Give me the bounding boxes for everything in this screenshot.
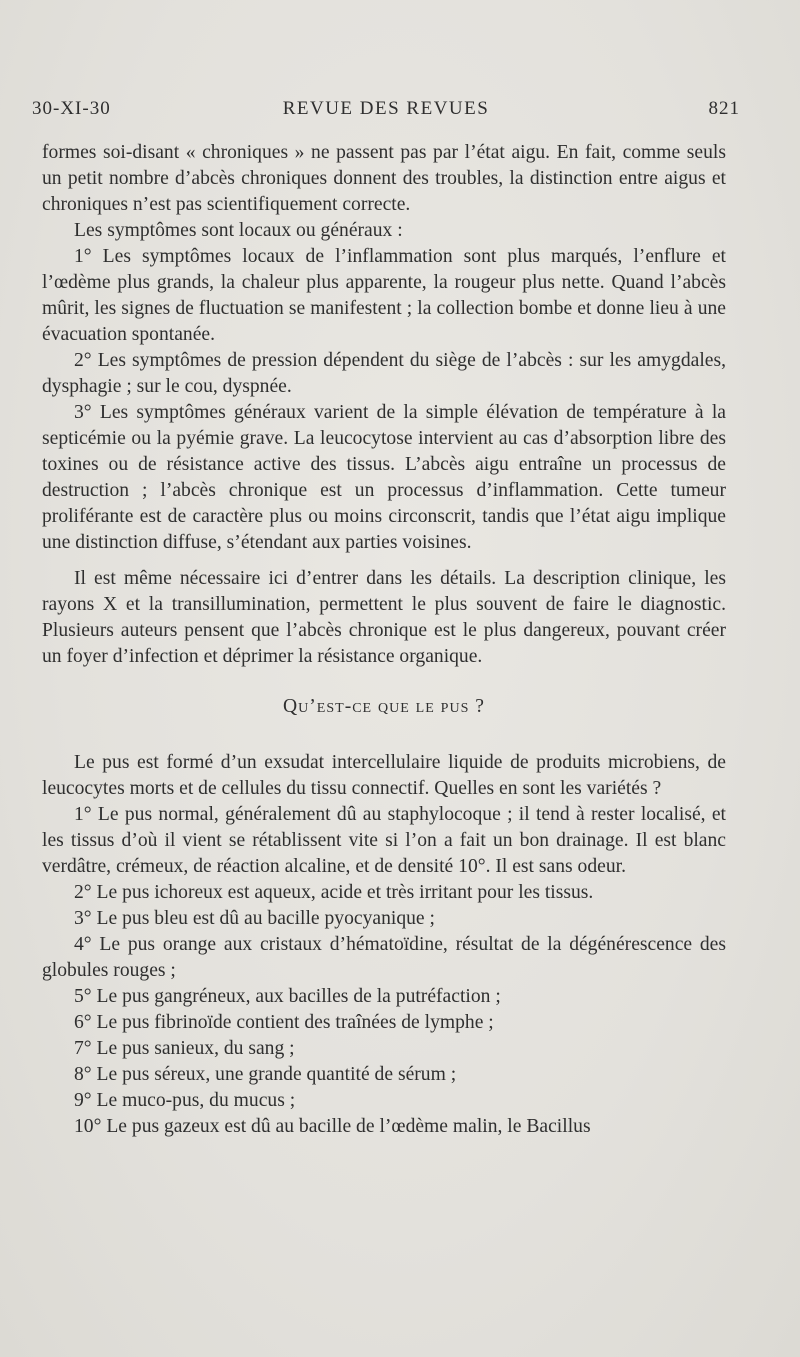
paragraph: 2° Les symptômes de pression dépendent du siège de l’abcès : sur les amygdales, dysphagie ; sur le cou, dyspnée. xyxy=(42,350,726,397)
paragraph: 1° Les symptômes locaux de l’inflammation sont plus marqués, l’enflure et l’œdème plus grands, la chaleur plus apparente, la rougeur plus nette. Quand l’abcès mûrit, les signes de fluctuation se manifestent ; la collection bombe et donne lieu à une évacuation spontanée. xyxy=(42,246,726,345)
body-text xyxy=(42,140,726,1140)
header-date: 30-XI-30 xyxy=(32,98,111,119)
running-header xyxy=(32,98,740,128)
list-item: 9° Le muco-pus, du mucus ; xyxy=(74,1090,296,1111)
list-item: 7° Le pus sanieux, du sang ; xyxy=(74,1038,295,1059)
page-number: 821 xyxy=(708,98,740,119)
list-item: 10° Le pus gazeux est dû au bacille de l’œdème malin, le Bacillus xyxy=(74,1116,591,1137)
paragraph: Les symptômes sont locaux ou généraux : xyxy=(74,220,403,241)
list-item: 3° Le pus bleu est dû au bacille pyocyanique ; xyxy=(74,908,435,929)
paragraph: Le pus est formé d’un exsudat intercellulaire liquide de produits microbiens, de leucocytes morts et de cellules du tissu connectif. Quelles en sont les variétés ? xyxy=(42,752,726,799)
list-item: 6° Le pus fibrinoïde contient des traînées de lymphe ; xyxy=(74,1012,494,1033)
list-item: 5° Le pus gangréneux, aux bacilles de la putréfaction ; xyxy=(74,986,501,1007)
paragraph: formes soi-disant « chroniques » ne passent pas par l’état aigu. En fait, comme seuls un petit nombre d’abcès chroniques donnent des troubles, la distinction entre aigus et chroniques n’est pas scientifiquement correcte. xyxy=(42,142,726,215)
section-heading: Qu’est-ce que le pus ? xyxy=(283,696,485,717)
list-item: 1° Le pus normal, généralement dû au staphylocoque ; il tend à rester localisé, et les tissus d’où il vient se rétablissent vite si l’on a fait un bon drainage. Il est blanc verdâtre, crémeux, de réaction alcaline, et de densité 10°. Il est sans odeur. xyxy=(42,804,726,877)
list-item: 4° Le pus orange aux cristaux d’hématoïdine, résultat de la dégénérescence des globules rouges ; xyxy=(42,934,726,981)
list-item: 2° Le pus ichoreux est aqueux, acide et très irritant pour les tissus. xyxy=(74,882,594,903)
paragraph: Il est même nécessaire ici d’entrer dans les détails. La description clinique, les rayons X et la transillumination, permettent le plus souvent de faire le diagnostic. Plusieurs auteurs pensent que l’abcès chronique est le plus dangereux, pouvant créer un foyer d’infection et déprimer la résistance organique. xyxy=(42,568,726,667)
list-item: 8° Le pus séreux, une grande quantité de sérum ; xyxy=(74,1064,457,1085)
paragraph: 3° Les symptômes généraux varient de la simple élévation de température à la septicémie ou la pyémie grave. La leucocytose intervient au cas d’absorption libre des toxines ou de résistance active des tissus. L’abcès aigu entraîne un processus de destruction ; l’abcès chronique est un processus d’inflammation. Cette tumeur proliférante est de caractère plus ou moins circonscrit, tandis que l’état aigu implique une distinction diffuse, s’étendant aux parties voisines. xyxy=(42,402,726,553)
header-title: REVUE DES REVUES xyxy=(282,98,490,119)
